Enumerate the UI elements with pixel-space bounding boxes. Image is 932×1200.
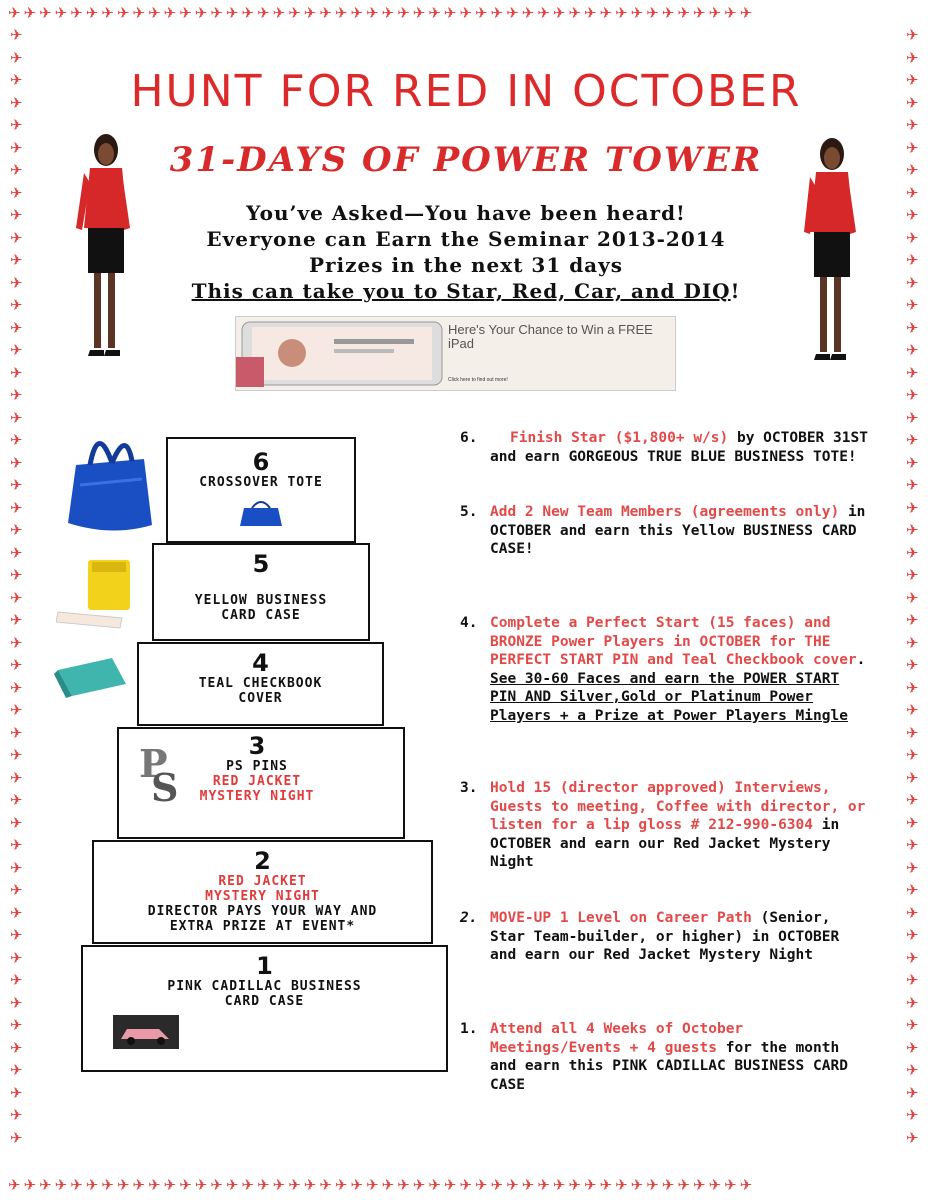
pink-cadillac-card-case-icon <box>111 1011 181 1051</box>
page-subtitle: 31-DAYS OF POWER TOWER <box>169 140 763 180</box>
banner-cta[interactable]: Click here to find out more! <box>448 377 508 383</box>
intro-line-4: This can take you to Star, Red, Car, and DIQ! <box>191 279 741 303</box>
left-border: ✈✈✈✈✈✈✈✈✈✈✈✈✈✈✈✈✈✈✈✈✈✈✈✈✈✈✈✈✈✈✈✈✈✈✈✈✈✈✈✈✈✈✈✈✈✈✈✈✈✈ <box>10 26 23 1147</box>
svg-text:S: S <box>151 765 179 803</box>
tower-step-2: 2 RED JACKET MYSTERY NIGHT DIRECTOR PAYS YOUR WAY AND EXTRA PRIZE AT EVENT* <box>92 840 433 944</box>
yellow-card-case-image <box>56 556 136 632</box>
tower-step-5: 5 YELLOW BUSINESS CARD CASE <box>152 543 370 641</box>
step-3-text: 3. Hold 15 (director approved) Interviews, Guests to meeting, Coffee with director, or listen for a lip gloss # 212-990-6304 in OCTOBER and earn our Red Jacket Mystery Night <box>460 780 866 870</box>
top-border: ✈✈✈✈✈✈✈✈✈✈✈✈✈✈✈✈✈✈✈✈✈✈✈✈✈✈✈✈✈✈✈✈✈✈✈✈✈✈✈✈✈✈✈✈✈✈✈✈ <box>8 6 756 22</box>
tower-step-4: 4 TEAL CHECKBOOK COVER <box>137 642 384 726</box>
woman-red-jacket-right-image <box>798 132 868 367</box>
step-1-text: 1. Attend all 4 Weeks of October Meetings/Events + 4 guests for the month and earn this PINK CADILLAC BUSINESS CARD CASE <box>460 1021 848 1093</box>
ps-pin-icon <box>137 741 183 803</box>
intro-line-2: Everyone can Earn the Seminar 2013-2014 <box>206 227 726 251</box>
step-5-text: 5. Add 2 New Team Members (agreements only) in OCTOBER and earn this Yellow BUSINESS CARD CASE! <box>460 504 866 557</box>
tote-icon <box>236 498 286 528</box>
intro-block <box>150 200 782 304</box>
page-title: HUNT FOR RED IN OCTOBER <box>130 66 802 117</box>
banner-headline: Here's Your Chance to Win a FREE iPad <box>448 322 653 351</box>
right-border: ✈✈✈✈✈✈✈✈✈✈✈✈✈✈✈✈✈✈✈✈✈✈✈✈✈✈✈✈✈✈✈✈✈✈✈✈✈✈✈✈✈✈✈✈✈✈✈✈✈✈ <box>906 26 919 1147</box>
teal-checkbook-cover-image <box>52 656 130 700</box>
intro-line-1: You’ve Asked—You have been heard! <box>246 201 686 225</box>
woman-red-jacket-left-image <box>68 128 138 363</box>
ipad-promo-banner[interactable] <box>235 316 676 391</box>
svg-text:P: P <box>139 741 168 786</box>
tower-step-6: 6 CROSSOVER TOTE <box>166 437 356 543</box>
step-2-text: 2. MOVE-UP 1 Level on Career Path (Senior, Star Team-builder, or higher) in OCTOBER and earn our Red Jacket Mystery Night <box>460 910 840 963</box>
blue-tote-image <box>62 425 156 537</box>
step-4-text: 4. Complete a Perfect Start (15 faces) and BRONZE Power Players in OCTOBER for THE PERFECT START PIN and Teal Checkbook cover. See 30-60 Faces and earn the POWER START PIN AND Silver,Gold or Platinum Power Players + a Prize at Power Players Mingle <box>460 615 866 724</box>
bottom-border: ✈✈✈✈✈✈✈✈✈✈✈✈✈✈✈✈✈✈✈✈✈✈✈✈✈✈✈✈✈✈✈✈✈✈✈✈✈✈✈✈✈✈✈✈✈✈✈✈ <box>8 1178 756 1194</box>
step-6-text: 6. Finish Star ($1,800+ w/s) by OCTOBER 31ST and earn GORGEOUS TRUE BLUE BUSINESS TOTE! <box>460 430 868 465</box>
tower-step-1: 1 PINK CADILLAC BUSINESS CARD CASE <box>81 945 448 1072</box>
intro-line-3: Prizes in the next 31 days <box>308 253 624 277</box>
tower-step-3: 3 PS PINS RED JACKET MYSTERY NIGHT P S <box>117 727 405 839</box>
